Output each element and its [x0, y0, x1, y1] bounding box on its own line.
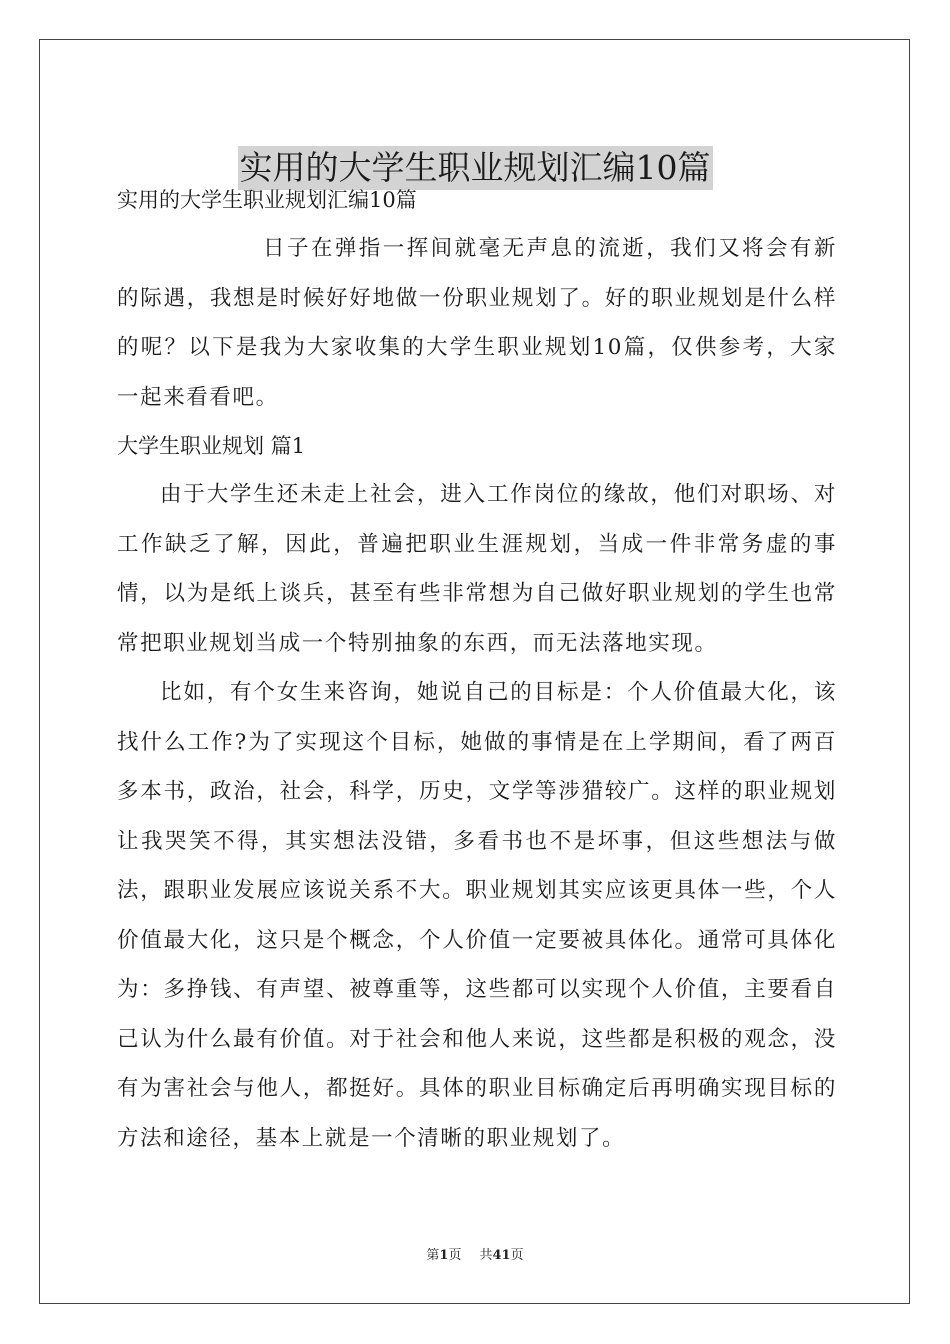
page-suffix: 页 — [448, 1248, 462, 1263]
document-title: 实用的大学生职业规划汇编10篇 — [238, 146, 713, 190]
total-prefix: 共 — [479, 1248, 493, 1263]
section-heading: 大学生职业规划 篇1 — [117, 434, 306, 458]
intro-paragraph: 日子在弹指一挥间就毫无声息的流逝，我们又将会有新的际遇，我想是时候好好地做一份职业规划了。好的职业规划是什么样的呢？以下是我为大家收集的大学生职业规划10篇，仅供参考，大家一起来看看吧。 — [117, 236, 837, 410]
total-suffix: 页 — [510, 1248, 524, 1263]
body-paragraph: 比如，有个女生来咨询，她说自己的目标是：个人价值最大化，该找什么工作?为了实现这个目标，她做的事情是在上学期间，看了两百多本书，政治，社会，科学，历史，文学等涉猎较广。这样的职业规划让我哭笑不得，其实想法没错，多看书也不是坏事，但这些想法与做法，跟职业发展应该说关系不大。职业规划其实应该更具体一些，个人价值最大化，这只是个概念，个人价值一定要被具体化。通常可具体化为：多挣钱、有声望、被尊重等，这些都可以实现个人价值，主要看自己认为什么最有价值。对于社会和他人来说，这些都是积极的观念，没有为害社会与他人，都挺好。具体的职业目标确定后再明确实现目标的方法和途径，基本上就是一个清晰的职业规划了。 — [117, 680, 837, 1151]
page-number: 1 — [439, 1248, 449, 1263]
page-footer — [0, 1247, 950, 1265]
total-pages: 41 — [492, 1248, 511, 1263]
document-subtitle: 实用的大学生职业规划汇编10篇 — [117, 188, 417, 212]
document-body — [117, 176, 837, 1163]
body-paragraph: 由于大学生还未走上社会，进入工作岗位的缘故，他们对职场、对工作缺乏了解，因此，普遍把职业生涯规划，当成一件非常务虚的事情，以为是纸上谈兵，甚至有些非常想为自己做好职业规划的学生也常常把职业规划当成一个特别抽象的东西，而无法落地实现。 — [117, 482, 837, 656]
page-prefix: 第 — [426, 1248, 440, 1263]
